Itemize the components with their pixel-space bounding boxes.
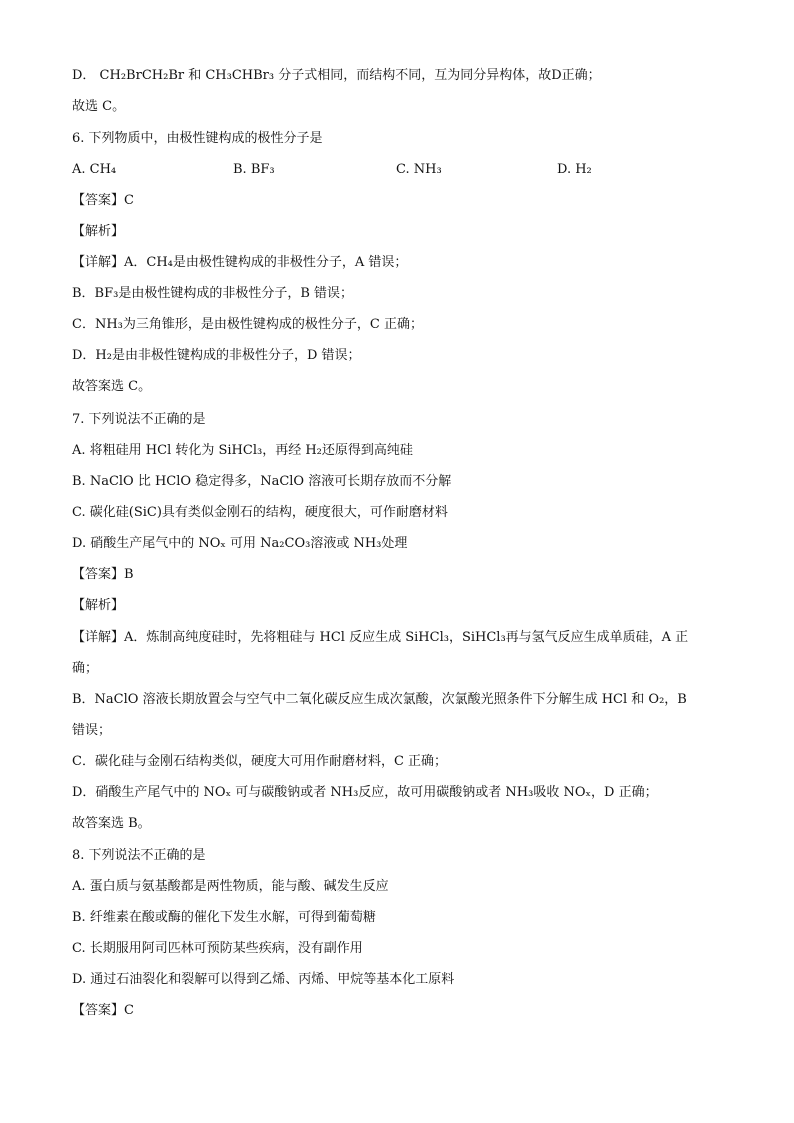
q8-option-a: A. 蛋白质与氨基酸都是两性物质，能与酸、碱发生反应	[72, 879, 389, 894]
q7-option-b: B. NaClO 比 HClO 稳定得多，NaClO 溶液可长期存放而不分解	[72, 474, 452, 489]
q6-conclusion: 故答案选 C。	[72, 379, 152, 394]
q8-option-c: C. 长期服用阿司匹林可预防某些疾病，没有副作用	[72, 941, 363, 956]
q7-detail-b-line1: B．NaClO 溶液长期放置会与空气中二氧化碳反应生成次氯酸，次氯酸光照条件下分解生成 HCl 和 O₂，B	[72, 692, 687, 707]
q7-option-d: D. 硝酸生产尾气中的 NOₓ 可用 Na₂CO₃溶液或 NH₃处理	[72, 536, 408, 551]
q6-stem: 6. 下列物质中，由极性键构成的极性分子是	[72, 131, 323, 146]
q7-detail-d: D．硝酸生产尾气中的 NOₓ 可与碳酸钠或者 NH₃反应，故可用碳酸钠或者 NH₃吸收 NOₓ，D 正确；	[72, 785, 658, 800]
q6-detail-c: C．NH₃为三角锥形，是由极性键构成的极性分子，C 正确；	[72, 317, 423, 332]
q7-detail-c: C．碳化硅与金刚石结构类似，硬度大可用作耐磨材料，C 正确；	[72, 754, 448, 769]
q5-option-d-explanation: D． CH₂BrCH₂Br 和 CH₃CHBr₃ 分子式相同，而结构不同，互为同分异构体，故D正确；	[72, 68, 601, 83]
q6-detail-b: B．BF₃是由极性键构成的非极性分子，B 错误；	[72, 286, 354, 301]
q5-conclusion: 故选 C。	[72, 99, 126, 114]
q6-analysis-label: 【解析】	[72, 224, 125, 239]
q8-answer: 【答案】C	[72, 1003, 134, 1018]
q6-option-b: B. BF₃	[233, 162, 275, 177]
q8-option-b: B. 纤维素在酸或酶的催化下发生水解，可得到葡萄糖	[72, 910, 376, 925]
q7-analysis-label: 【解析】	[72, 598, 125, 613]
q7-answer: 【答案】B	[72, 567, 134, 582]
q7-conclusion: 故答案选 B。	[72, 816, 151, 831]
q7-option-a: A. 将粗硅用 HCl 转化为 SiHCl₃，再经 H₂还原得到高纯硅	[72, 443, 413, 458]
q8-stem: 8. 下列说法不正确的是	[72, 848, 206, 863]
q7-option-c: C. 碳化硅(SiC)具有类似金刚石的结构，硬度很大，可作耐磨材料	[72, 505, 448, 520]
q7-detail-a-line1: 【详解】A．炼制高纯度硅时，先将粗硅与 HCl 反应生成 SiHCl₃，SiHCl₃再与氢气反应生成单质硅，A 正	[72, 630, 689, 645]
q7-detail-a-line2: 确；	[72, 661, 99, 676]
q6-detail-d: D．H₂是由非极性键构成的非极性分子，D 错误；	[72, 348, 361, 363]
q6-option-c: C. NH₃	[396, 162, 442, 177]
q8-option-d: D. 通过石油裂化和裂解可以得到乙烯、丙烯、甲烷等基本化工原料	[72, 972, 455, 987]
q6-answer: 【答案】C	[72, 193, 134, 208]
q7-detail-b-line2: 错误；	[72, 723, 112, 738]
q6-option-a: A. CH₄	[72, 162, 117, 177]
q6-detail-a: 【详解】A．CH₄是由极性键构成的非极性分子，A 错误；	[72, 255, 408, 270]
q6-option-d: D. H₂	[557, 162, 592, 177]
q7-stem: 7. 下列说法不正确的是	[72, 412, 206, 427]
